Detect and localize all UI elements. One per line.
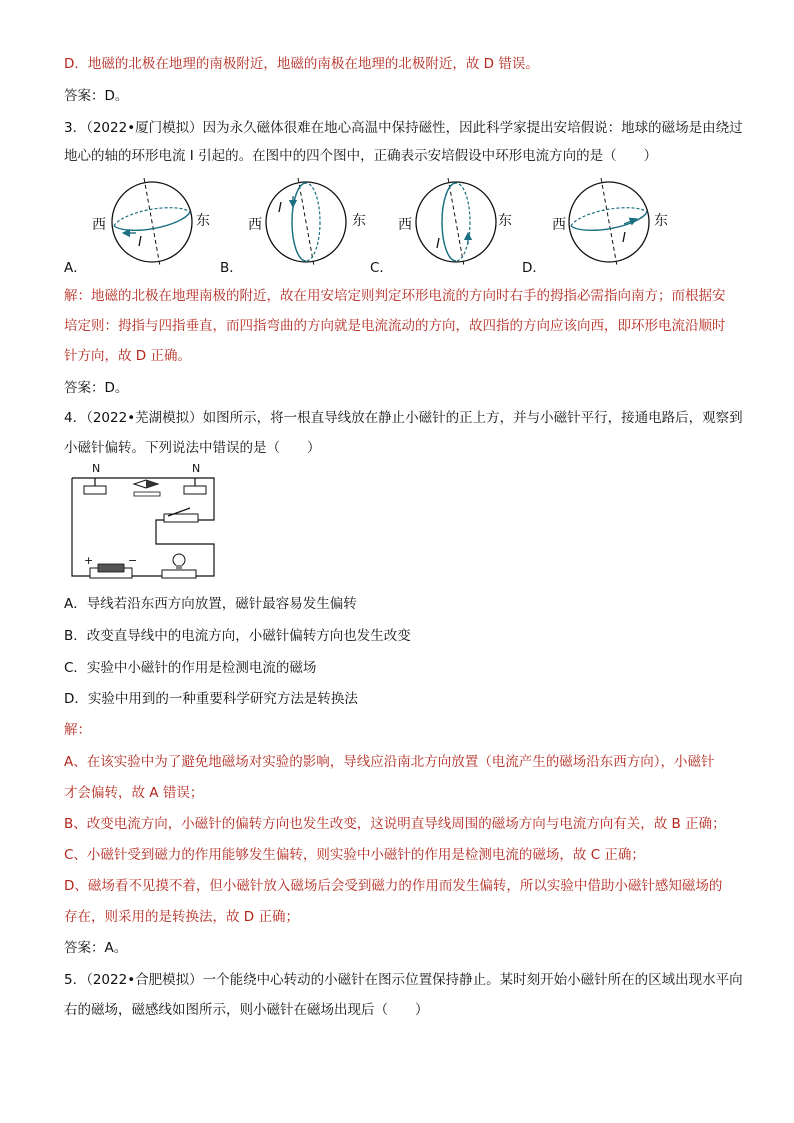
current-label-c: I xyxy=(436,236,440,252)
globe-d xyxy=(569,178,649,266)
east-label-b: 东 xyxy=(352,213,366,229)
prev-option-d: D．地磁的北极在地理的南极附近，地磁的南极在地理的北极附近，故 D 错误。 xyxy=(64,56,539,72)
q3-solution-line3: 针方向，故 D 正确。 xyxy=(64,348,191,364)
option-a-label: A． xyxy=(64,260,87,276)
q4-stem-line2: 小磁针偏转。下列说法中错误的是（ ） xyxy=(64,440,321,456)
q3-stem-line1: 3．（2022•厦门模拟）因为永久磁体很难在地心高温中保持磁性，因此科学家提出安培假说：地球的磁场是由绕过 xyxy=(64,120,743,136)
q4-option-c: C．实验中小磁针的作用是检测电流的磁场 xyxy=(64,660,317,676)
west-label-b: 西 xyxy=(248,217,262,233)
q4-option-d: D．实验中用到的一种重要科学研究方法是转换法 xyxy=(64,691,358,707)
q4-solution-b: B、改变电流方向，小磁针的偏转方向也发生改变，这说明直导线周围的磁场方向与电流方向有关，故 B 正确； xyxy=(64,816,726,832)
q4-solution-a-line2: 才会偏转，故 A 错误； xyxy=(64,785,204,801)
q3-solution-line2: 培定则：拇指与四指垂直，而四指弯曲的方向就是电流流动的方向，故四指的方向应该向西，即环形电流沿顺时 xyxy=(64,318,726,334)
west-label-d: 西 xyxy=(552,217,566,233)
q3-answer: 答案：D。 xyxy=(64,380,129,396)
q5-stem-line2: 右的磁场，磁感线如图所示，则小磁针在磁场出现后（ ） xyxy=(64,1002,429,1018)
q4-answer: 答案：A。 xyxy=(64,940,128,956)
east-label-a: 东 xyxy=(196,213,210,229)
option-b-label: B． xyxy=(220,260,243,276)
q4-solution-c: C、小磁针受到磁力的作用能够发生偏转，则实验中小磁针的作用是检测电流的磁场，故 C 正确； xyxy=(64,847,645,863)
east-label-c: 东 xyxy=(498,213,512,229)
pole-label-left: N xyxy=(92,462,101,475)
prev-answer: 答案：D。 xyxy=(64,88,129,104)
east-label-d: 东 xyxy=(654,213,668,229)
q5-stem-line1: 5．（2022•合肥模拟）一个能绕中心转动的小磁针在图示位置保持静止。某时刻开始小磁针所在的区域出现水平向 xyxy=(64,972,743,988)
minus-label: − xyxy=(128,554,138,567)
q4-solution-heading: 解： xyxy=(64,722,91,738)
pole-label-right: N xyxy=(192,462,201,475)
q4-stem-line1: 4．（2022•芜湖模拟）如图所示，将一根直导线放在静止小磁针的正上方，并与小磁针平行，接通电路后，观察到 xyxy=(64,410,743,426)
west-label-a: 西 xyxy=(92,217,106,233)
q4-solution-a-line1: A、在该实验中为了避免地磁场对实验的影响，导线应沿南北方向放置（电流产生的磁场沿东西方向），小磁针 xyxy=(64,754,715,770)
globe-c xyxy=(416,178,496,266)
option-d-label: D． xyxy=(522,260,546,276)
option-c-label: C． xyxy=(370,260,393,276)
globe-b xyxy=(266,178,346,266)
q4-option-b: B．改变直导线中的电流方向，小磁针偏转方向也发生改变 xyxy=(64,628,411,644)
q4-circuit-figure xyxy=(64,462,234,584)
q3-stem-line2: 地心的轴的环形电流 I 引起的。在图中的四个图中，正确表示安培假设中环形电流方向的是（ ） xyxy=(64,148,658,164)
q3-solution-line1: 解：地磁的北极在地理南极的附近，故在用安培定则判定环形电流的方向时右手的拇指必需指向南方；而根据安 xyxy=(64,288,726,304)
current-label-a: I xyxy=(138,234,142,250)
globe-a xyxy=(112,178,192,266)
q4-solution-d-line1: D、磁场看不见摸不着，但小磁针放入磁场后会受到磁力的作用而发生偏转，所以实验中借助小磁针感知磁场的 xyxy=(64,878,723,894)
q4-option-a: A．导线若沿东西方向放置，磁针最容易发生偏转 xyxy=(64,596,357,612)
current-label-d: I xyxy=(622,230,626,246)
plus-label: + xyxy=(84,554,94,567)
q4-solution-d-line2: 存在，则采用的是转换法，故 D 正确； xyxy=(64,909,299,925)
current-label-b: I xyxy=(278,200,282,216)
q3-figure xyxy=(64,172,744,274)
west-label-c: 西 xyxy=(398,217,412,233)
